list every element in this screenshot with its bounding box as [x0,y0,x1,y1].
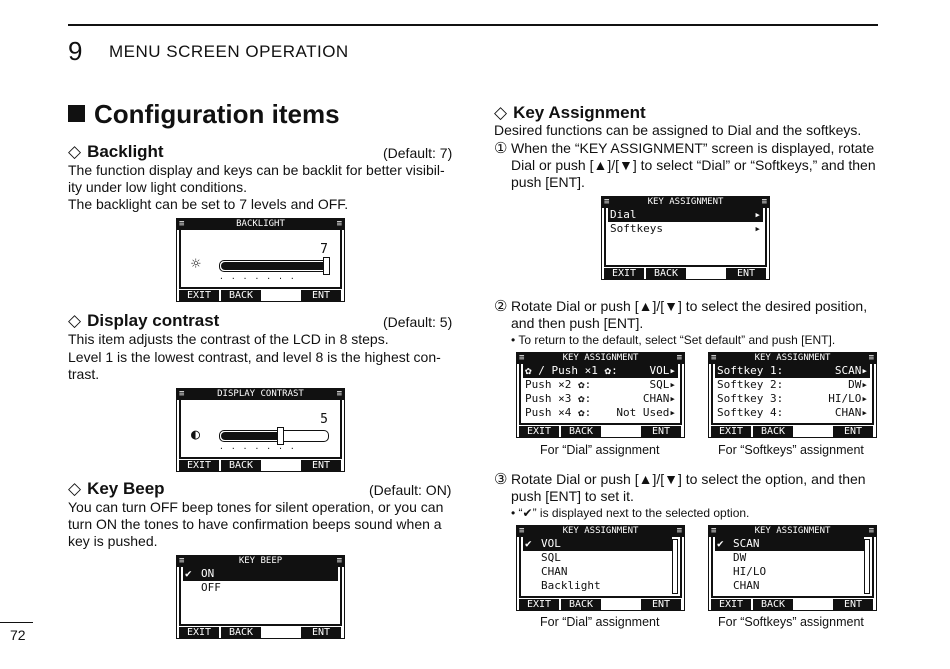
option-item[interactable]: HI/LO [733,565,767,578]
dial-row[interactable]: ✿ / Push ×1 ✿: VOL▸ [525,364,676,377]
option-item[interactable]: ✔ SCAN [715,537,864,551]
slider-fill [221,432,281,440]
ent-softkey[interactable]: ENT [833,426,873,437]
key-beep-description: You can turn OFF beep tones for silent operation, or you can turn ON the tones to have confirmation beeps sound when a key is pushed. [68,499,444,549]
scrollbar[interactable] [672,539,678,594]
display-contrast-heading: ◇ Display contrast [68,311,220,330]
sun-icon: ☼ [191,254,201,273]
exit-softkey[interactable]: EXIT [179,290,219,301]
display-contrast-levels-text: Level 1 is the lowest contrast, and level 8 is the highest con-trast. [68,349,441,382]
key-assignment-heading: ◇ Key Assignment [494,103,646,122]
ent-softkey[interactable]: ENT [301,290,341,301]
exit-softkey[interactable]: EXIT [179,627,219,638]
check-icon: ✔ [717,537,724,550]
page-number-rule [0,622,33,623]
softkey-options-screen [708,525,877,611]
exit-softkey[interactable]: EXIT [179,460,219,471]
backlight-description: The function display and keys can be backlit for better visibil-ity under low light conditions. [68,162,445,195]
backlight-heading: ◇ Backlight [68,142,164,161]
step3-note: • “✔” is displayed next to the selected option. [511,506,750,520]
key-assignment-menu-screen [601,196,770,280]
display-contrast-screen [176,388,345,472]
square-bullet-icon [68,105,85,122]
caption-dial: For “Dial” assignment [540,615,660,629]
option-on[interactable]: ✔ ON [183,567,338,581]
step1-text: When the “KEY ASSIGNMENT” screen is displayed, rotate Dial or push [▲]/[▼] to select “Dial” or “Softkeys,” and then push [ENT]. [511,140,876,190]
screen-title-bar: ≡ BACKLIGHT ≡ [179,219,342,229]
caption-softkeys: For “Softkeys” assignment [718,443,864,457]
exit-softkey[interactable]: EXIT [519,599,559,610]
option-item[interactable]: SQL [541,551,561,564]
step2-note: • To return to the default, select “Set default” and push [ENT]. [511,333,836,347]
menu-item-dial[interactable]: Dial ▸ [610,208,761,221]
exit-softkey[interactable]: EXIT [711,599,751,610]
softkey-row[interactable]: Softkey 3: HI/LO▸ [717,392,868,405]
backlight-default: (Default: 7) [383,145,453,161]
menu-item-softkeys[interactable]: Softkeys ▸ [610,222,761,235]
option-item[interactable]: CHAN [541,565,568,578]
screen-title-bar: ≡ KEY ASSIGNMENT ≡ [519,353,682,363]
backlight-slider [219,260,329,272]
exit-softkey[interactable]: EXIT [519,426,559,437]
header-rule [68,24,878,26]
option-item[interactable]: DW [733,551,747,564]
contrast-level: 5 [320,412,328,427]
diamond-icon: ◇ [68,142,82,161]
back-softkey[interactable]: BACK [561,599,601,610]
backlight-levels-text: The backlight can be set to 7 levels and OFF. [68,196,349,212]
display-contrast-default: (Default: 5) [383,314,453,330]
page-number: 72 [10,627,26,643]
back-softkey[interactable]: BACK [221,627,261,638]
softkey-row[interactable]: Softkey 4: CHAN▸ [717,406,868,419]
back-softkey[interactable]: BACK [646,268,686,279]
screen-title-bar: ≡ KEY ASSIGNMENT ≡ [711,353,874,363]
caption-softkeys: For “Softkeys” assignment [718,615,864,629]
back-softkey[interactable]: BACK [221,290,261,301]
backlight-level: 7 [320,242,328,257]
diamond-icon: ◇ [68,479,82,498]
backlight-screen [176,218,345,302]
dial-row[interactable]: Push ×3 ✿: CHAN▸ [525,392,676,405]
display-contrast-description: This item adjusts the contrast of the LCD in 8 steps. [68,331,389,347]
exit-softkey[interactable]: EXIT [711,426,751,437]
slider-knob [277,427,284,445]
option-item[interactable]: ✔ VOL [523,537,672,551]
key-beep-default: (Default: ON) [369,482,452,498]
slider-fill [221,262,327,270]
step2-marker: ② [494,298,508,315]
caption-dial: For “Dial” assignment [540,443,660,457]
slider-knob [323,257,330,275]
step2-text: Rotate Dial or push [▲]/[▼] to select the desired position, and then push [ENT]. [511,298,868,331]
dial-row[interactable]: Push ×2 ✿: SQL▸ [525,378,676,391]
key-beep-heading: ◇ Key Beep [68,479,165,498]
section-title: Configuration items [68,99,340,130]
dial-row[interactable]: Push ×4 ✿: Not Used▸ [525,406,676,419]
contrast-slider [219,430,329,442]
contrast-icon: ◐ [191,425,201,443]
back-softkey[interactable]: BACK [753,599,793,610]
option-item[interactable]: CHAN [733,579,760,592]
chapter-title: MENU SCREEN OPERATION [109,42,349,61]
option-off[interactable]: OFF [201,581,221,594]
softkey-row[interactable]: Softkey 2: DW▸ [717,378,868,391]
ent-softkey[interactable]: ENT [641,426,681,437]
diamond-icon: ◇ [494,103,508,122]
back-softkey[interactable]: BACK [221,460,261,471]
exit-softkey[interactable]: EXIT [604,268,644,279]
back-softkey[interactable]: BACK [561,426,601,437]
ent-softkey[interactable]: ENT [726,268,766,279]
scrollbar[interactable] [864,539,870,594]
ent-softkey[interactable]: ENT [833,599,873,610]
screen-title-bar: ≡ KEY ASSIGNMENT ≡ [519,526,682,536]
screen-title-bar: ≡ KEY ASSIGNMENT ≡ [711,526,874,536]
check-icon: ✔ [185,567,192,580]
dial-assignment-screen [516,352,685,438]
key-beep-screen [176,555,345,639]
back-softkey[interactable]: BACK [753,426,793,437]
screen-title-bar: ≡ DISPLAY CONTRAST ≡ [179,389,342,399]
ent-softkey[interactable]: ENT [301,460,341,471]
softkey-row[interactable]: Softkey 1: SCAN▸ [717,364,868,377]
screen-title-bar: ≡ KEY ASSIGNMENT ≡ [604,197,767,207]
softkey-assignment-screen [708,352,877,438]
ent-softkey[interactable]: ENT [301,627,341,638]
step1-marker: ① [494,140,508,157]
screen-title-bar: ≡ KEY BEEP ≡ [179,556,342,566]
slider-ticks: ······· [219,444,302,453]
check-icon: ✔ [525,537,532,550]
step3-marker: ③ [494,471,508,488]
key-assignment-intro: Desired functions can be assigned to Dial and the softkeys. [494,122,862,138]
step3-text: Rotate Dial or push [▲]/[▼] to select the option, and then push [ENT] to set it. [511,471,866,504]
option-item[interactable]: Backlight [541,579,601,592]
dial-options-screen [516,525,685,611]
chapter-number: 9 [68,36,83,66]
diamond-icon: ◇ [68,311,82,330]
slider-ticks: ······· [219,274,302,283]
ent-softkey[interactable]: ENT [641,599,681,610]
